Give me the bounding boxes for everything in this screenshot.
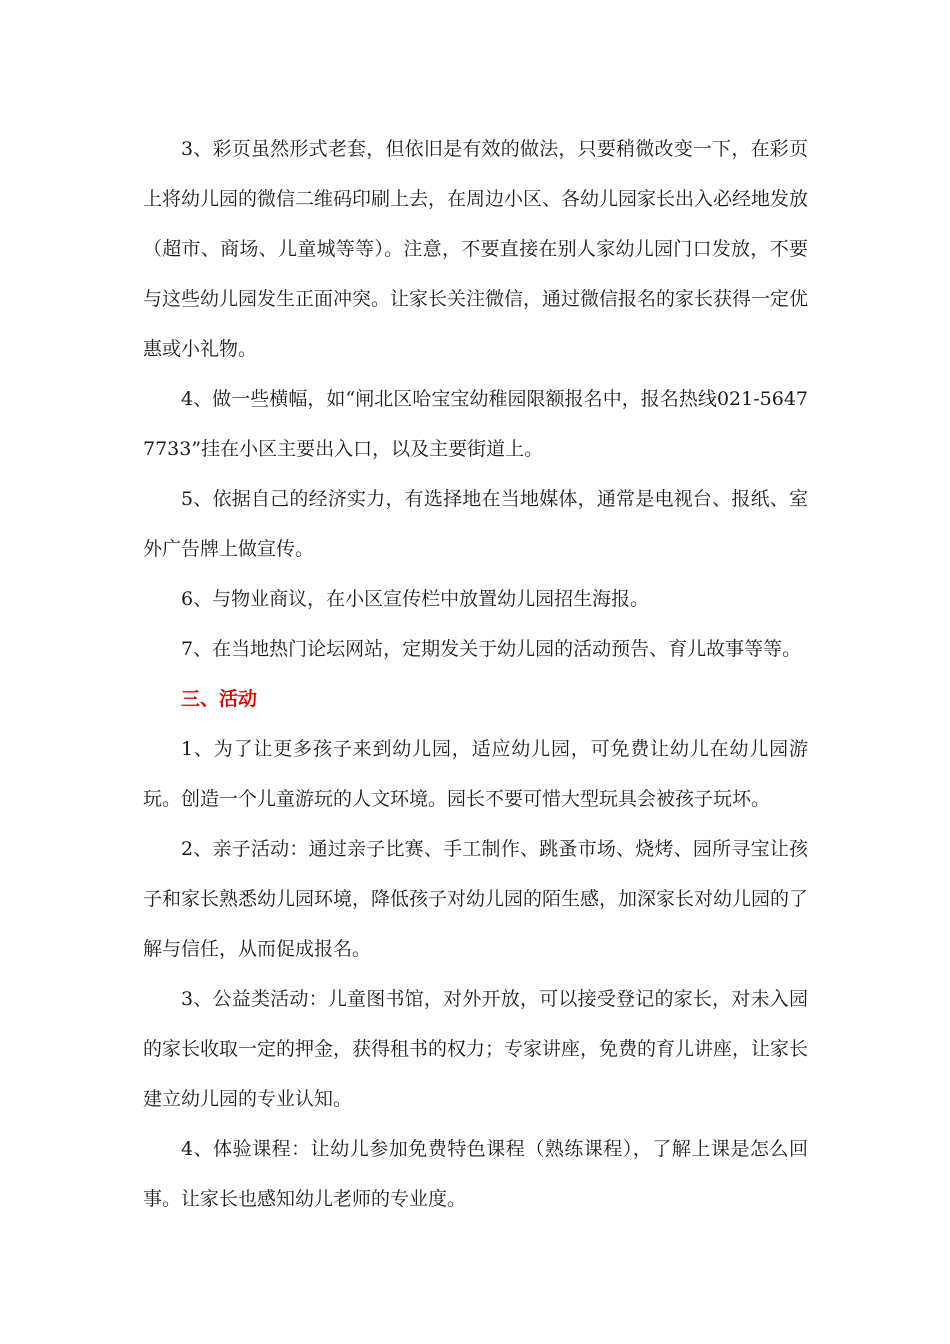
paragraph-3-color-flyers: 3、彩页虽然形式老套，但依旧是有效的做法，只要稍微改变一下，在彩页上将幼儿园的微信二维码印刷上去，在周边小区、各幼儿园家长出入必经地发放（超市、商场、儿童城等等）。注意，不要直接在别人家幼儿园门口发放，不要与这些幼儿园发生正面冲突。让家长关注微信，通过微信报名的家长获得一定优惠或小礼物。 [143,138,809,360]
paragraph-2-parent-child: 2、亲子活动：通过亲子比赛、手工制作、跳蚤市场、烧烤、园所寻宝让孩子和家长熟悉幼儿园环境，降低孩子对幼儿园的陌生感，加深家长对幼儿园的了解与信任，从而促成报名。 [143,838,809,960]
document-body [143,124,808,1224]
paragraph-3-public-welfare: 3、公益类活动：儿童图书馆，对外开放，可以接受登记的家长，对未入园的家长收取一定的押金，获得租书的权力；专家讲座，免费的育儿讲座，让家长建立幼儿园的专业认知。 [143,988,809,1110]
section-heading-activities: 三、活动 [181,688,258,710]
paragraph-7-forums: 7、在当地热门论坛网站，定期发关于幼儿园的活动预告、育儿故事等等。 [181,638,802,660]
paragraph-4-banners: 4、做一些横幅，如“闸北区哈宝宝幼稚园限额报名中，报名热线021-56477733”挂在小区主要出入口，以及主要街道上。 [143,388,808,460]
paragraph-6-posters: 6、与物业商议，在小区宣传栏中放置幼儿园招生海报。 [181,588,650,610]
paragraph-1-free-play: 1、为了让更多孩子来到幼儿园，适应幼儿园，可免费让幼儿在幼儿园游玩。创造一个儿童游玩的人文环境。园长不要可惜大型玩具会被孩子玩坏。 [143,738,808,810]
paragraph-5-local-media: 5、依据自己的经济实力，有选择地在当地媒体，通常是电视台、报纸、室外广告牌上做宣传。 [143,488,808,560]
paragraph-4-trial-courses: 4、体验课程：让幼儿参加免费特色课程（熟练课程），了解上课是怎么回事。让家长也感知幼儿老师的专业度。 [143,1138,808,1210]
